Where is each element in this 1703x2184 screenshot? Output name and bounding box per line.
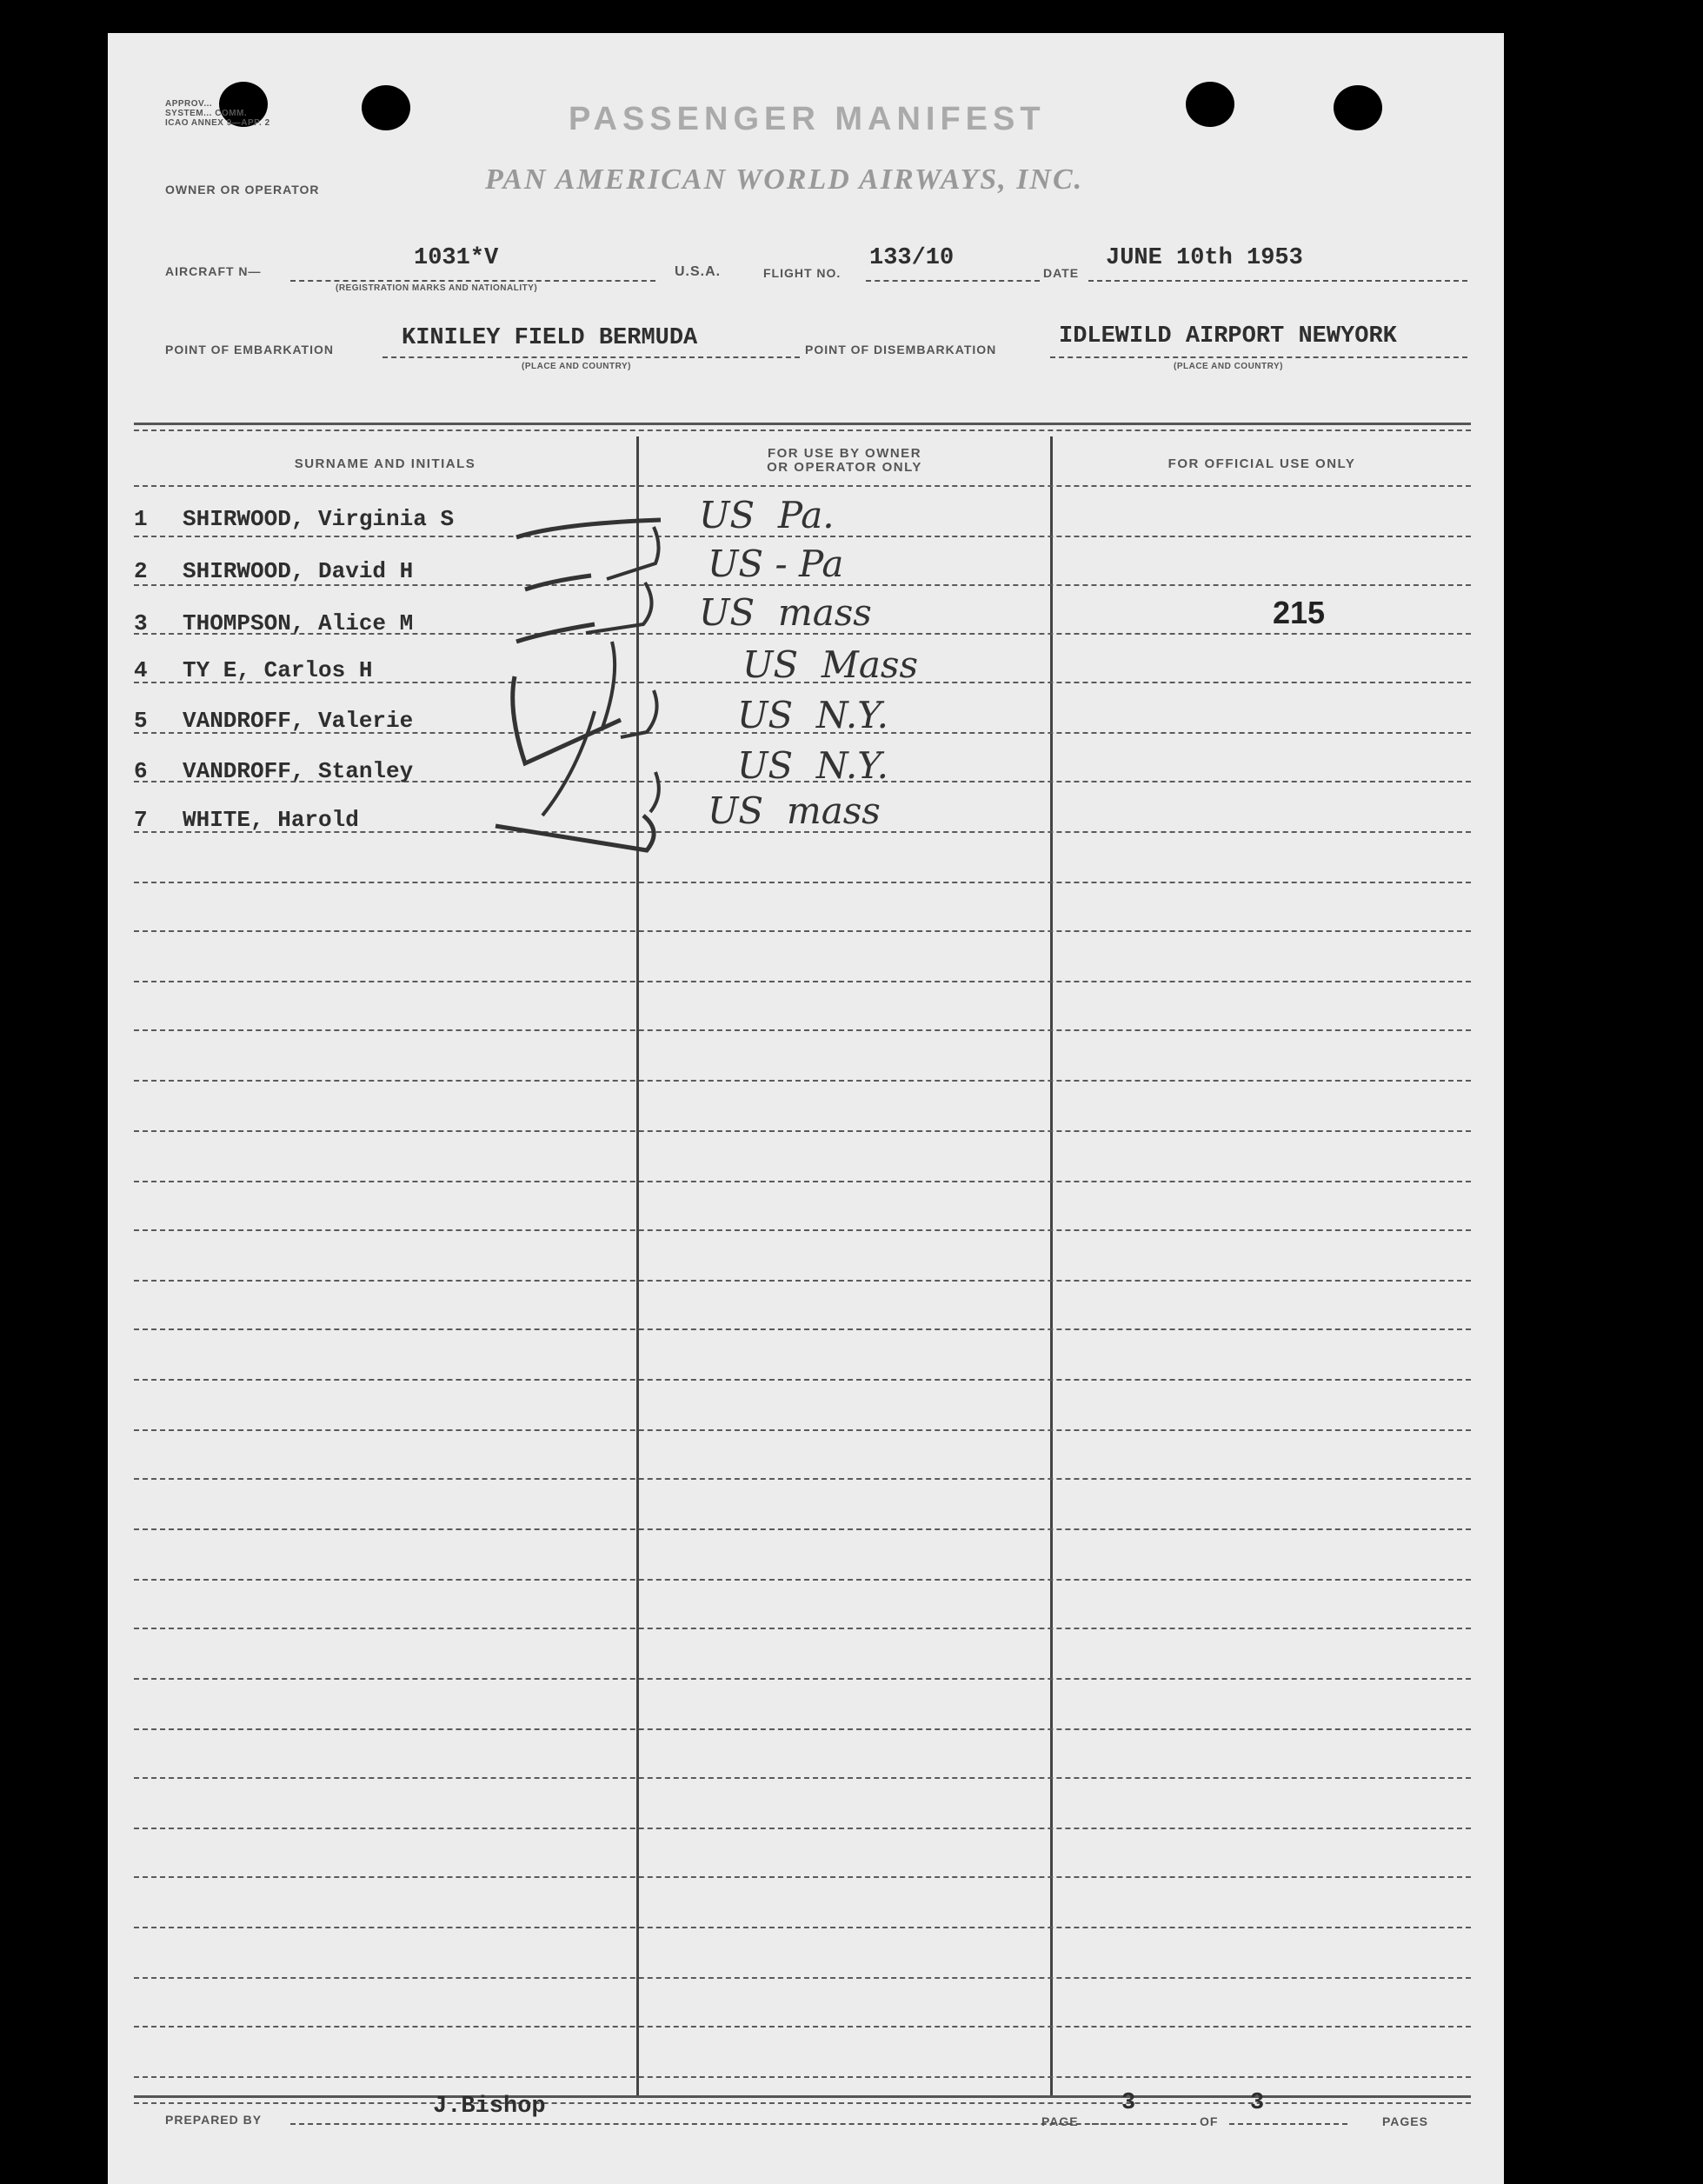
- prepared-by-value: J.Bishop: [433, 2094, 546, 2120]
- disembark-note: (PLACE AND COUNTRY): [1174, 362, 1283, 371]
- table-row-line: [134, 1579, 1471, 1581]
- aircraft-value: 1031*V: [414, 245, 499, 271]
- table-row-line: [134, 1029, 1471, 1031]
- handwritten-note: US - Pa: [708, 543, 844, 585]
- official-column-header: FOR OFFICIAL USE ONLY: [1167, 456, 1356, 471]
- date-value: JUNE 10th 1953: [1106, 245, 1303, 271]
- table-top-rule-dashed: [134, 429, 1471, 431]
- check-mark-stroke: [602, 642, 615, 730]
- surname-column-header: SURNAME AND INITIALS: [294, 456, 476, 471]
- check-mark-stroke: [650, 772, 659, 812]
- table-row-line: [134, 1328, 1471, 1330]
- table-row-line: [134, 1080, 1471, 1082]
- page-label: PAGE: [1041, 2114, 1079, 2128]
- passenger-row: 4 TY E, Carlos H: [134, 657, 373, 683]
- table-bottom-rule: [134, 2095, 1471, 2098]
- table-row-line: [134, 1528, 1471, 1530]
- table-row-line: [134, 1628, 1471, 1629]
- check-mark-stroke: [516, 624, 595, 642]
- check-mark-stroke: [607, 527, 659, 579]
- handwritten-note: US Pa.: [699, 494, 835, 536]
- passenger-name: VANDROFF, Valerie: [183, 708, 414, 734]
- flight-value: 133/10: [869, 245, 955, 271]
- flight-label: FLIGHT NO.: [763, 266, 842, 280]
- owner-use-column-header: FOR USE BY OWNER OR OPERATOR ONLY: [767, 446, 922, 475]
- check-mark-stroke: [516, 520, 661, 537]
- table-row-line: [134, 1429, 1471, 1431]
- prepared-by-label: PREPARED BY: [165, 2113, 263, 2127]
- embark-line: [383, 356, 800, 358]
- passenger-name: VANDROFF, Stanley: [183, 758, 414, 784]
- date-label: DATE: [1043, 266, 1080, 280]
- table-row-line: [134, 1728, 1471, 1730]
- table-top-rule: [134, 423, 1471, 425]
- aircraft-line: [290, 280, 655, 282]
- registration-note: (REGISTRATION MARKS AND NATIONALITY): [336, 283, 538, 293]
- table-row-line: [134, 1280, 1471, 1282]
- handwritten-check-marks: [490, 485, 682, 868]
- disembark-value: IDLEWILD AIRPORT NEWYORK: [1059, 323, 1397, 350]
- punch-hole: [1334, 85, 1382, 130]
- passenger-name: WHITE, Harold: [183, 807, 359, 833]
- table-row-line: [134, 1379, 1471, 1381]
- passenger-name: SHIRWOOD, Virginia S: [183, 506, 455, 532]
- page-line: [1092, 2123, 1196, 2125]
- check-mark-stroke: [496, 816, 654, 850]
- table-row-line: [134, 981, 1471, 982]
- table-row-line: [134, 2076, 1471, 2078]
- check-mark-stroke: [586, 583, 652, 633]
- pages-label: PAGES: [1382, 2114, 1428, 2128]
- page-value: 3: [1121, 2090, 1136, 2116]
- manifest-sheet: [108, 33, 1504, 2184]
- form-title: PASSENGER MANIFEST: [569, 101, 1046, 137]
- prepared-by-line: [290, 2123, 1142, 2125]
- of-line: [1229, 2123, 1347, 2125]
- passenger-row: 2 SHIRWOOD, David H: [134, 558, 414, 584]
- table-row-line: [134, 882, 1471, 883]
- table-row-line: [134, 485, 1471, 487]
- table-row-line: [134, 1181, 1471, 1182]
- handwritten-note: US mass: [699, 591, 872, 634]
- embark-note: (PLACE AND COUNTRY): [522, 362, 631, 371]
- table-row-line: [134, 930, 1471, 932]
- punch-hole: [362, 85, 410, 130]
- table-bottom-rule-dashed: [134, 2102, 1471, 2104]
- table-row-line: [134, 1777, 1471, 1779]
- country-label: U.S.A.: [675, 264, 722, 279]
- table-row-line: [134, 1229, 1471, 1231]
- column-divider: [1050, 436, 1053, 2095]
- owner-label: OWNER OR OPERATOR: [165, 183, 320, 196]
- operator-name: PAN AMERICAN WORLD AIRWAYS, INC.: [485, 163, 1084, 196]
- official-use-value: 215: [1273, 595, 1326, 630]
- table-row-line: [134, 2026, 1471, 2028]
- handwritten-note: US N.Y.: [737, 744, 888, 787]
- passenger-name: THOMPSON, Alice M: [183, 610, 414, 636]
- table-row-line: [134, 1876, 1471, 1878]
- passenger-row: 6 VANDROFF, Stanley: [134, 758, 414, 784]
- handwritten-note: US Mass: [742, 643, 919, 686]
- embark-label: POINT OF EMBARKATION: [165, 343, 334, 356]
- passenger-row: 7 WHITE, Harold: [134, 807, 359, 833]
- of-value: 3: [1250, 2090, 1265, 2116]
- passenger-row: 3 THOMPSON, Alice M: [134, 610, 414, 636]
- of-label: OF: [1200, 2114, 1219, 2128]
- flight-line: [866, 280, 1040, 282]
- handwritten-note: US N.Y.: [737, 694, 888, 736]
- table-row-line: [134, 1927, 1471, 1928]
- disembark-line: [1050, 356, 1467, 358]
- passenger-row: 5 VANDROFF, Valerie: [134, 708, 414, 734]
- disembark-label: POINT OF DISEMBARKATION: [805, 343, 997, 356]
- handwritten-note: US mass: [708, 789, 881, 832]
- date-line: [1088, 280, 1467, 282]
- check-mark-stroke: [542, 711, 595, 816]
- approval-note: APPROV... SYSTEM... COMM. ICAO ANNEX 9—APP. 2: [165, 99, 270, 128]
- table-row-line: [134, 1130, 1471, 1132]
- embark-value: KINILEY FIELD BERMUDA: [402, 325, 698, 351]
- passenger-row: 1 SHIRWOOD, Virginia S: [134, 506, 455, 532]
- aircraft-label: AIRCRAFT N—: [165, 264, 262, 278]
- passenger-name: TY E, Carlos H: [183, 657, 373, 683]
- table-row-line: [134, 1828, 1471, 1829]
- passenger-name: SHIRWOOD, David H: [183, 558, 414, 584]
- table-row-line: [134, 1977, 1471, 1979]
- table-row-line: [134, 1478, 1471, 1480]
- punch-hole: [1186, 82, 1234, 127]
- table-row-line: [134, 1678, 1471, 1680]
- check-mark-stroke: [525, 576, 591, 589]
- check-mark-stroke: [621, 690, 657, 737]
